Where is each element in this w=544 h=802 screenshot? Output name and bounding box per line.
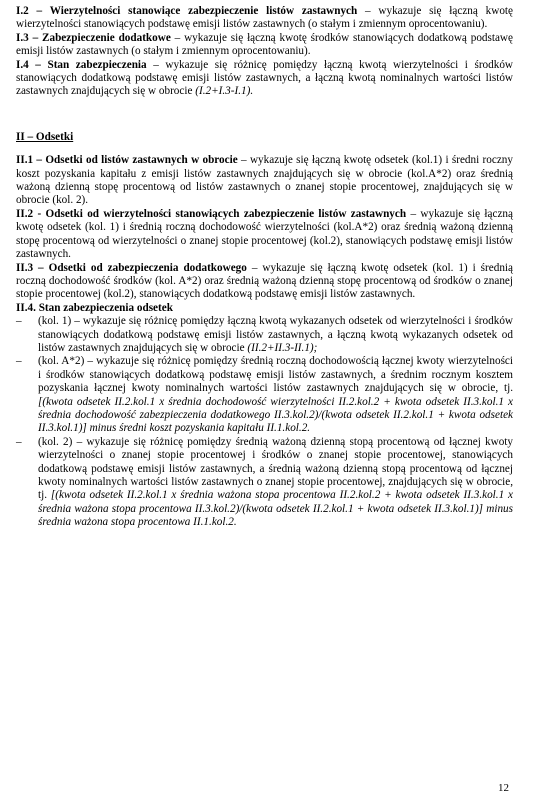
text-ii1: – wykazuje się łączną kwotę odsetek (kol.1) i średni roczny koszt pozyskania kapitału z emisji listów zastawnych znajdujących się w obrocie (kol.A*2) oraz średnią ważoną dzienną stopę procentową od listów zastawnych o znanej stopie procentowej, znajdujących się w obrocie (kol. 2). bbox=[16, 154, 513, 207]
heading-i3: I.3 – Zabezpieczenie dodatkowe bbox=[16, 31, 171, 44]
list-item-text bbox=[38, 315, 513, 355]
formula-i4: (I.2+I.3-I.1). bbox=[195, 85, 254, 98]
heading-ii1: II.1 – Odsetki od listów zastawnych w obrocie bbox=[16, 154, 238, 167]
text-bullet-2: (kol. A*2) – wykazuje się różnicę pomiędzy średnią roczną dochodowością łącznej kwoty wierzytelności i środków stanowiących dodatkową podstawę emisji listów zastawnych, a średnim rocznym kosztem pozyskania łącznej kwoty nominalnych wartości listów zastawnych znajdujących się w obrocie, tj. bbox=[38, 355, 513, 395]
text-i4: – wykazuje się różnicę pomiędzy łączną kwotą wierzytelności i środków stanowiących dodatkową podstawę emisji listów zastawnych, a łączną kwotą nominalnych wartości listów zastawnych znajdujących się w obrocie bbox=[16, 58, 514, 98]
text-bullet-1: (kol. 1) – wykazuje się różnicę pomiędzy łączną kwotą wykazanych odsetek od wierzytelności i środków stanowiących dodatkową podstawę emisji listów zastawnych, a łączną kwotą wykazanych odsetek od listów zastawnych znajdujących się w obrocie bbox=[38, 315, 513, 354]
spacer bbox=[16, 99, 513, 122]
formula-bullet-1: (II.2+II.3-II.1); bbox=[247, 341, 318, 354]
list-item bbox=[16, 355, 513, 435]
text-i2: – wykazuje się łączną kwotę wierzytelności stanowiących podstawę emisji listów zastawnych (o stałym i zmiennym oprocentowaniu). bbox=[16, 5, 514, 31]
bullet-dash: – bbox=[16, 355, 22, 368]
paragraph-ii3 bbox=[16, 262, 513, 302]
paragraph-i4 bbox=[16, 59, 513, 99]
paragraph-ii2 bbox=[16, 208, 513, 262]
text-bullet-3: (kol. 2) – wykazuje się różnicę pomiędzy średnią ważoną dzienną stopą procentową od łącznej kwoty wierzytelności o znanej stopie procentowej i środków o znanej stopie procentowej, stanowiących dodatkową podstawę emisji listów zastawnych, a średnią ważoną dzienną stopą procentową od łącznej kwoty nominalnych wartości listów zastawnych o znanej stopie procentowej, znajdujących się w obrocie, tj. bbox=[38, 435, 513, 502]
text-ii2: – wykazuje się łączną kwotę odsetek (kol. 1) i średnią roczną dochodowość wierzytelności (kol.A*2) oraz średnią ważoną dzienną stopę procentową od wierzytelności o znanej stopie procentowej (kol.2), stanowiących podstawę emisji listów zastawnych. bbox=[16, 207, 513, 261]
heading-ii2: II.2 - Odsetki od wierzytelności stanowiących zabezpieczenie listów zastawnych bbox=[16, 207, 407, 220]
section-title-odsetki: II – Odsetki bbox=[16, 130, 74, 143]
list-item bbox=[16, 436, 513, 530]
text-i3: – wykazuje się łączną kwotę środków stanowiących dodatkową podstawę emisji listów zastawnych (o stałym i zmiennym oprocentowaniu). bbox=[16, 31, 513, 58]
spacer bbox=[16, 144, 513, 154]
formula-bullet-2: [(kwota odsetek II.2.kol.1 x średnia dochodowość wierzytelności II.2.kol.2 + kwota odsetek II.3.kol.1 x średnia dochodowość zabezpieczenia dodatkowego II.3.kol.2)/(kwota odsetek II.2.kol.1 + kwota odsetek II.3.kol.1)] minus średni koszt pozyskania kapitału II.1.kol.2. bbox=[38, 395, 513, 435]
heading-ii3: II.3 – Odsetki od zabezpieczenia dodatkowego bbox=[16, 261, 247, 274]
heading-i4: I.4 – Stan zabezpieczenia bbox=[16, 58, 147, 71]
text-ii3: – wykazuje się łączną kwotę odsetek (kol. 1) i średnią roczną dochodowość środków (kol. A*2) oraz średnią ważoną dzienną stopę procentową od środków o znanej stopie procentowej (kol.2), stanowiących dodatkową podstawę emisji listów zastawnych. bbox=[16, 261, 513, 301]
list-item-text bbox=[38, 355, 513, 435]
formula-bullet-3: [(kwota odsetek II.2.kol.1 x średnia ważona stopa procentowa II.2.kol.2 + kwota odsetek II.3.kol.1 x średnia ważona stopa procentowa II.3.kol.2)/(kwota odsetek II.2.kol.1 + kwota odsetek II.3.kol.1)] minus średnia ważona stopa procentowa II.1.kol.2. bbox=[38, 489, 513, 529]
document-page bbox=[16, 5, 513, 530]
page-number: 12 bbox=[498, 782, 509, 794]
list-item bbox=[16, 315, 513, 355]
list-item-text bbox=[38, 436, 513, 530]
heading-ii4: II.4. Stan zabezpieczenia odsetek bbox=[16, 301, 173, 314]
heading-i2: I.2 – Wierzytelności stanowiące zabezpieczenie listów zastawnych bbox=[16, 5, 358, 17]
bullet-dash: – bbox=[16, 315, 22, 328]
paragraph-i2 bbox=[16, 5, 513, 32]
paragraph-ii1 bbox=[16, 154, 513, 208]
bullet-dash: – bbox=[16, 435, 22, 448]
spacer bbox=[16, 122, 513, 131]
paragraph-i3 bbox=[16, 32, 513, 59]
